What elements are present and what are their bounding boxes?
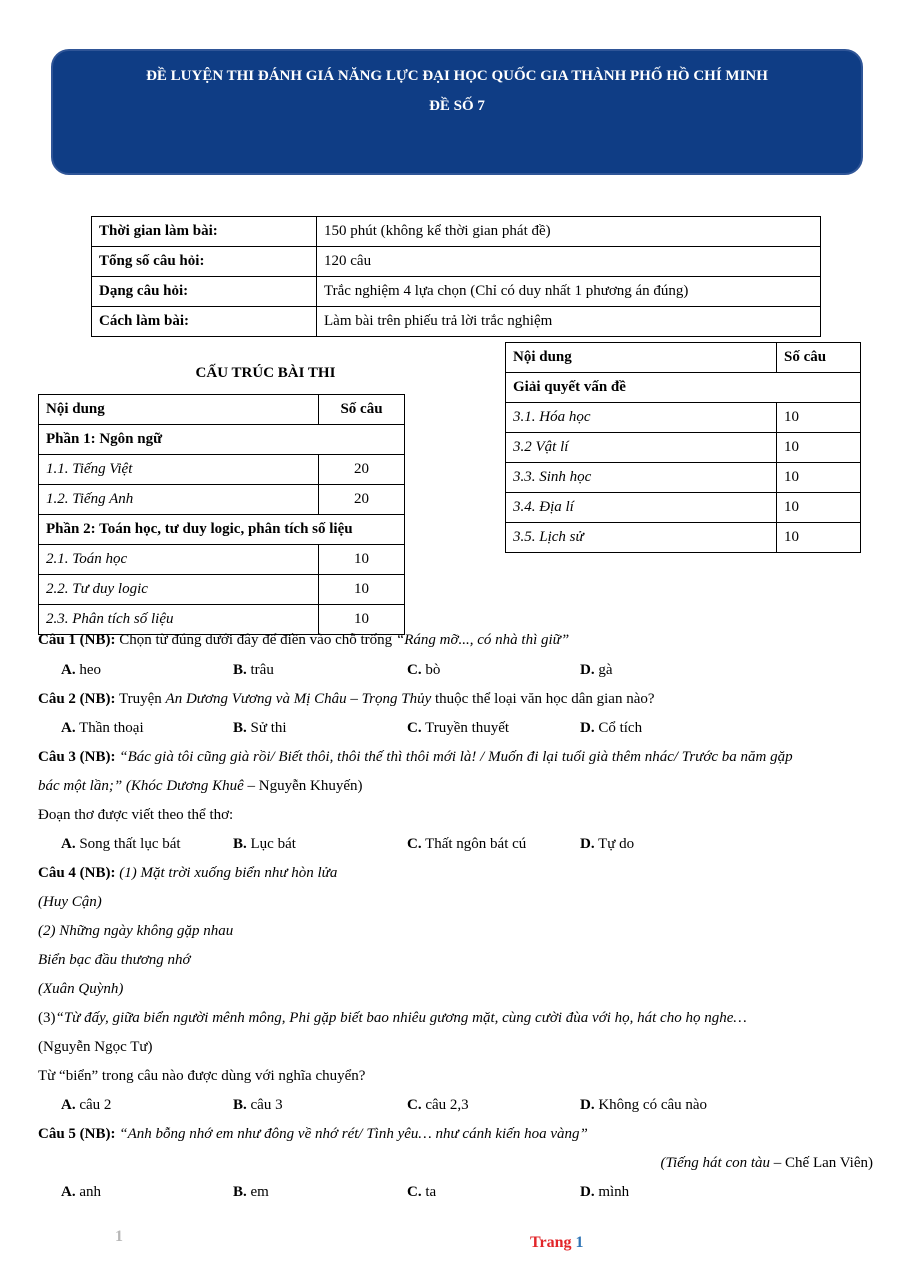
page-word: Trang: [530, 1234, 572, 1251]
question-source: (Tiếng hát con tàu – Chế Lan Viên): [660, 1155, 873, 1171]
question-quote: (1) Mặt trời xuống biển như hòn lửa: [115, 865, 338, 881]
row-count: 10: [777, 433, 861, 463]
option-b[interactable]: B. Lục bát: [233, 836, 296, 852]
question-quote-line: (2) Những ngày không gặp nhau: [38, 923, 234, 939]
question-3-line2: [38, 778, 363, 795]
question-quote: “Anh bỗng nhớ em như đông về nhớ rét/ Tình yêu… như cánh kiến hoa vàng”: [115, 1126, 588, 1142]
question-text: thuộc thể loại văn học dân gian nào?: [431, 691, 655, 707]
info-value: 120 câu: [317, 247, 821, 277]
table-row: [39, 545, 405, 575]
question-quote-line: (Xuân Quỳnh): [38, 981, 124, 997]
header-count: Số câu: [777, 343, 861, 373]
row-content: 2.3. Phân tích số liệu: [39, 605, 319, 635]
footer-page-mark: 1: [115, 1228, 123, 1245]
table-row: [506, 373, 861, 403]
row-content: 1.1. Tiếng Việt: [39, 455, 319, 485]
question-author: – Nguyễn Khuyến): [243, 778, 363, 794]
page-number: 1: [575, 1234, 584, 1251]
question-label: Câu 4 (NB):: [38, 865, 116, 881]
table-row: [92, 217, 821, 247]
info-value: Làm bài trên phiếu trả lời trắc nghiệm: [317, 307, 821, 337]
info-label: Dạng câu hỏi:: [92, 277, 317, 307]
table-row: [39, 605, 405, 635]
row-count: 10: [777, 463, 861, 493]
question-2: [38, 691, 655, 708]
question-quote-line: Biển bạc đầu thương nhớ: [38, 952, 191, 968]
question-quote-line: (Nguyễn Ngọc Tư): [38, 1039, 153, 1055]
option-b[interactable]: B. câu 3: [233, 1097, 283, 1113]
row-content: 3.4. Địa lí: [506, 493, 777, 523]
row-count: 10: [319, 605, 405, 635]
part-heading: Phần 1: Ngôn ngữ: [39, 425, 405, 455]
question-label: Câu 2 (NB):: [38, 691, 116, 707]
row-count: 10: [777, 493, 861, 523]
title-banner: [51, 49, 863, 175]
table-header-row: [39, 395, 405, 425]
option-c[interactable]: C. bò: [407, 662, 441, 678]
table-row: [92, 277, 821, 307]
row-content: 3.5. Lịch sử: [506, 523, 777, 553]
table-row: [506, 403, 861, 433]
question-quote-line: (3)“Từ đấy, giữa biển người mênh mông, Phi gặp biết bao nhiêu gương mặt, cùng cười đùa với họ, hát cho họ nghe…: [38, 1010, 747, 1026]
row-content: 3.3. Sinh học: [506, 463, 777, 493]
question-quote-line: (Huy Cận): [38, 894, 102, 910]
question-label: Câu 5 (NB):: [38, 1126, 116, 1142]
table-row: [92, 307, 821, 337]
option-a[interactable]: A. câu 2: [61, 1097, 112, 1113]
option-c[interactable]: C. ta: [407, 1184, 437, 1200]
option-c[interactable]: C. câu 2,3: [407, 1097, 469, 1113]
table-row: [39, 455, 405, 485]
row-count: 20: [319, 455, 405, 485]
table-row: [39, 485, 405, 515]
part-heading: Phần 2: Toán học, tư duy logic, phân tích số liệu: [39, 515, 405, 545]
question-prompt: Từ “biển” trong câu nào được dùng với nghĩa chuyển?: [38, 1068, 366, 1084]
option-d[interactable]: D. Cổ tích: [580, 720, 643, 736]
question-quote: “Bác già tôi cũng già rồi/ Biết thôi, thôi thế thì thôi mới là! / Muốn đi lại tuổi già thêm nhác/ Trước ba năm gặp: [115, 749, 793, 765]
option-a[interactable]: A. Song thất lục bát: [61, 836, 181, 852]
question-label: Câu 1 (NB):: [38, 632, 116, 648]
option-c[interactable]: C. Thất ngôn bát cú: [407, 836, 527, 852]
question-quote: “Ráng mỡ..., có nhà thì giữ”: [395, 632, 570, 648]
info-label: Thời gian làm bài:: [92, 217, 317, 247]
part-heading: Giải quyết vấn đề: [506, 373, 861, 403]
table-row: [92, 247, 821, 277]
table-row: [506, 463, 861, 493]
row-content: 3.2 Vật lí: [506, 433, 777, 463]
option-d[interactable]: D. gà: [580, 662, 613, 678]
table-row: [39, 425, 405, 455]
option-a[interactable]: A. Thần thoại: [61, 720, 144, 736]
option-d[interactable]: D. Không có câu nào: [580, 1097, 708, 1113]
question-text: Truyện: [115, 691, 166, 707]
info-label: Tổng số câu hỏi:: [92, 247, 317, 277]
table-row: [39, 575, 405, 605]
option-b[interactable]: B. Sử thi: [233, 720, 287, 736]
header-count: Số câu: [319, 395, 405, 425]
option-d[interactable]: D. Tự do: [580, 836, 635, 852]
row-count: 10: [777, 403, 861, 433]
page-footer: [530, 1234, 583, 1252]
option-c[interactable]: C. Truyền thuyết: [407, 720, 510, 736]
question-1: [38, 632, 569, 649]
question-3: [38, 749, 793, 766]
header-content: Nội dung: [506, 343, 777, 373]
table-row: [506, 493, 861, 523]
exam-title: ĐỀ LUYỆN THI ĐÁNH GIÁ NĂNG LỰC ĐẠI HỌC QUỐC GIA THÀNH PHỐ HỒ CHÍ MINH: [146, 68, 768, 84]
row-count: 10: [319, 545, 405, 575]
row-content: 2.2. Tư duy logic: [39, 575, 319, 605]
header-content: Nội dung: [39, 395, 319, 425]
table-header-row: [506, 343, 861, 373]
table-row: [39, 515, 405, 545]
option-b[interactable]: B. em: [233, 1184, 269, 1200]
option-d[interactable]: D. mình: [580, 1184, 630, 1200]
row-content: 1.2. Tiếng Anh: [39, 485, 319, 515]
row-count: 10: [319, 575, 405, 605]
info-label: Cách làm bài:: [92, 307, 317, 337]
question-prompt: Đoạn thơ được viết theo thể thơ:: [38, 807, 234, 823]
question-work-title: An Dương Vương và Mị Châu – Trọng Thủy: [165, 691, 432, 707]
structure-title: CẤU TRÚC BÀI THI: [195, 365, 336, 381]
exam-info-table: [91, 216, 821, 337]
option-a[interactable]: A. anh: [61, 1184, 102, 1200]
table-row: [506, 433, 861, 463]
row-count: 10: [777, 523, 861, 553]
table-row: [506, 523, 861, 553]
row-content: 3.1. Hóa học: [506, 403, 777, 433]
option-b[interactable]: B. trâu: [233, 662, 274, 678]
question-5: [38, 1126, 588, 1143]
structure-table-left: [38, 394, 405, 635]
row-count: 20: [319, 485, 405, 515]
info-value: 150 phút (không kể thời gian phát đề): [317, 217, 821, 247]
exam-number: ĐỀ SỐ 7: [429, 98, 485, 114]
row-content: 2.1. Toán học: [39, 545, 319, 575]
question-text: Chọn từ đúng dưới đây để điền vào chỗ trống: [115, 632, 396, 648]
question-4: [38, 865, 337, 882]
question-quote: bác một lần;” (Khóc Dương Khuê: [38, 778, 244, 794]
structure-table-right: [505, 342, 861, 553]
info-value: Trắc nghiệm 4 lựa chọn (Chỉ có duy nhất 1 phương án đúng): [317, 277, 821, 307]
option-a[interactable]: A. heo: [61, 662, 102, 678]
question-label: Câu 3 (NB):: [38, 749, 116, 765]
